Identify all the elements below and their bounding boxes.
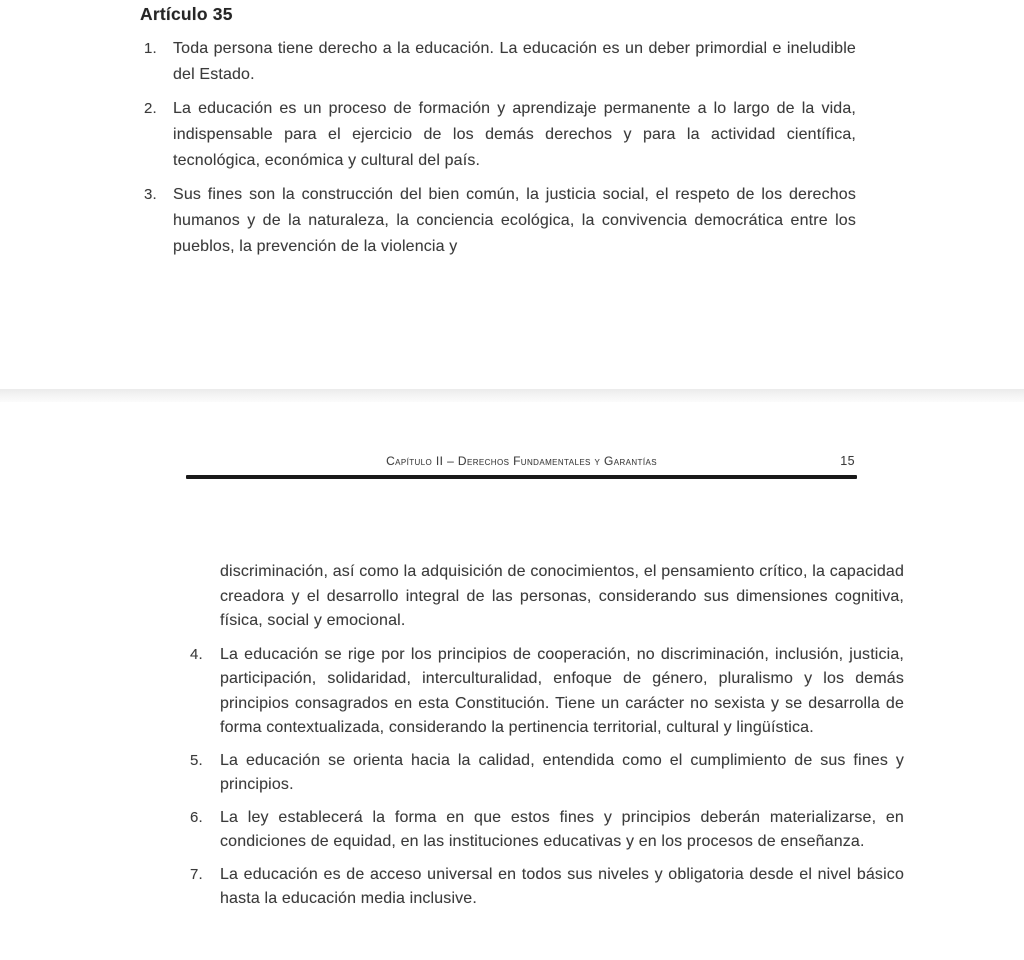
clause-number: 5. (190, 751, 203, 769)
list-item-clause-2 (140, 96, 856, 174)
document-page-1 (0, 0, 1024, 389)
list-item-clause-4 (190, 643, 904, 741)
running-header-chapter: Capítulo II – Derechos Fundamentales y Garantías (386, 454, 657, 468)
article-clause-list (140, 36, 856, 260)
clause-text: La educación se rige por los principios de cooperación, no discriminación, inclusión, justicia, participación, solidaridad, interculturalidad, enfoque de género, pluralismo y los demás principios consagrados en esta Constitución. Tiene un carácter no sexista y se desarrolla de forma contextualizada, considerando la pertinencia territorial, cultural y lingüística. (220, 645, 904, 736)
clause-text: Toda persona tiene derecho a la educación. La educación es un deber primordial e ineludible del Estado. (173, 40, 856, 83)
clause-3-continuation-text: discriminación, así como la adquisición de conocimientos, el pensamiento crítico, la capacidad creadora y el desarrollo integral de las personas, considerando sus dimensiones cognitiva, física, social y emocional. (220, 563, 904, 629)
clause-text: La ley establecerá la forma en que estos fines y principios deberán materializarse, en condiciones de equidad, en las instituciones educativas y en los procesos de enseñanza. (220, 808, 904, 850)
list-item-clause-7 (190, 863, 904, 912)
clause-number: 6. (190, 808, 203, 826)
header-rule (186, 475, 857, 479)
clause-number: 1. (144, 40, 157, 57)
page-gap-divider (0, 389, 1024, 402)
clause-text: Sus fines son la construcción del bien común, la justicia social, el respeto de los derechos humanos y de la naturaleza, la conciencia ecológica, la convivencia democrática entre los pueblos, la prevención de la violencia y (173, 186, 856, 255)
running-header (186, 454, 857, 468)
list-item-clause-3 (140, 182, 856, 260)
document-page-2 (0, 402, 1024, 960)
page-number: 15 (840, 454, 855, 468)
clause-number: 3. (144, 186, 157, 203)
article-clause-list (190, 643, 904, 912)
list-item-clause-6 (190, 806, 904, 855)
clause-text: La educación es un proceso de formación y aprendizaje permanente a lo largo de la vida, indispensable para el ejercicio de los demás derechos y para la actividad científica, tecnológica, económica y cultural del país. (173, 100, 856, 169)
list-item-clause-5 (190, 749, 904, 798)
page-1-content (140, 4, 856, 268)
clause-number: 2. (144, 100, 157, 117)
clause-text: La educación es de acceso universal en todos sus niveles y obligatoria desde el nivel básico hasta la educación media inclusive. (220, 865, 904, 907)
article-title: Artículo 35 (140, 4, 233, 24)
clause-number: 4. (190, 645, 203, 663)
clause-number: 7. (190, 865, 203, 883)
page-2-content (190, 560, 904, 920)
clause-text: La educación se orienta hacia la calidad, entendida como el cumplimiento de sus fines y principios. (220, 751, 904, 793)
list-item-clause-1 (140, 36, 856, 88)
